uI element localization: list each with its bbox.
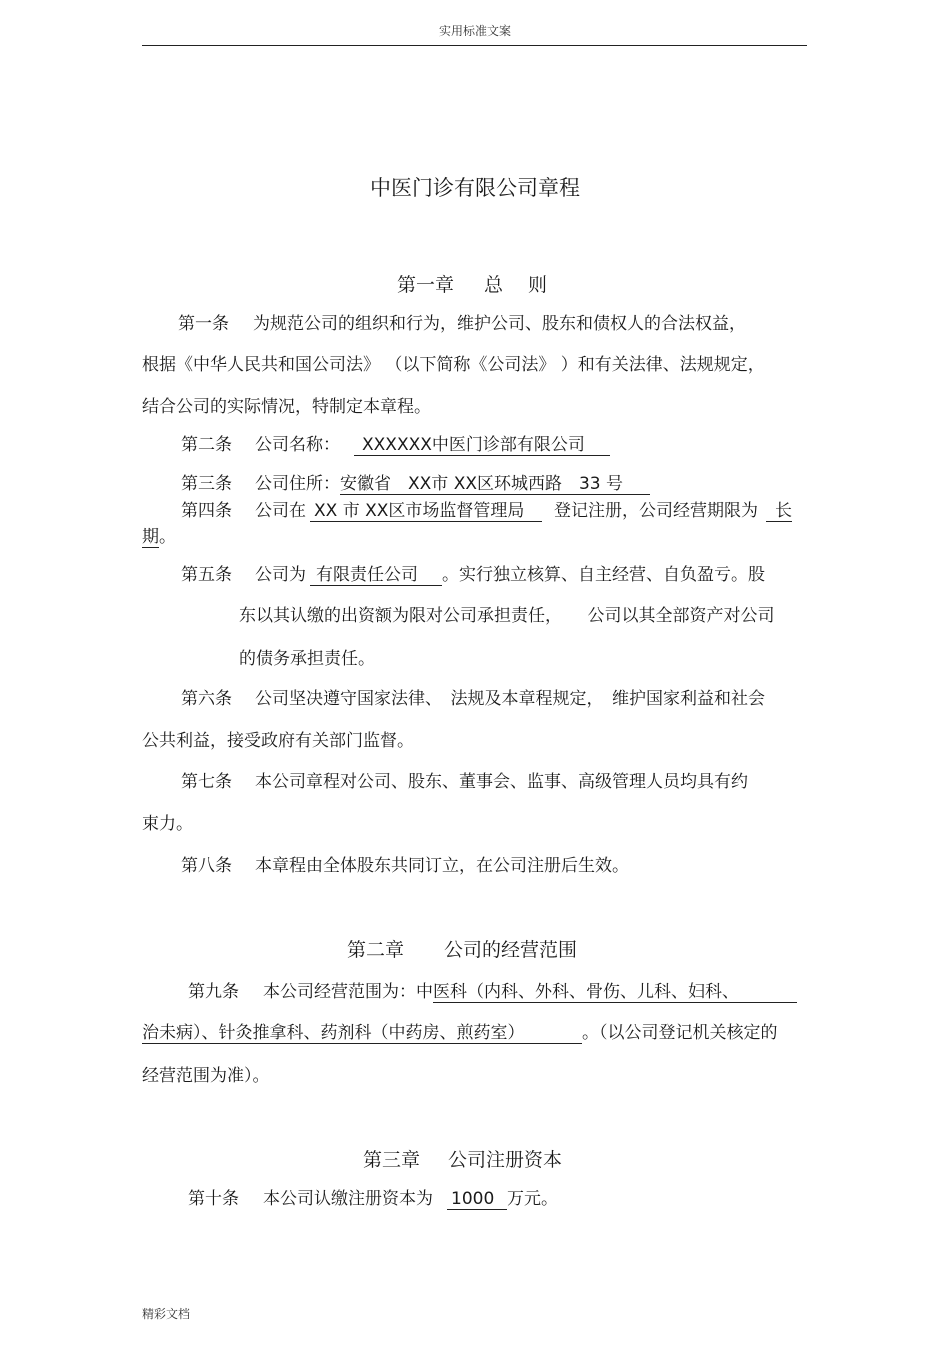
chapter-1-heading <box>397 270 547 297</box>
article-4-end: 。 <box>159 527 176 547</box>
article-6-line-1 <box>181 688 765 710</box>
article-10-prefix: 本公司认缴注册资本为 <box>263 1189 433 1209</box>
business-scope-field-line-2: 治未病）、针灸推拿科、药剂科（中药房、煎药室） <box>142 1024 582 1044</box>
page-header: 实用标准文案 <box>438 24 511 38</box>
operating-term-field-a: 长 <box>766 502 792 522</box>
article-2 <box>181 434 610 456</box>
chapter-1-title-b: 则 <box>528 274 548 296</box>
article-4-prefix: 公司在 <box>255 501 306 521</box>
article-10-label: 第十条 <box>188 1189 239 1209</box>
article-8-label: 第八条 <box>181 856 232 876</box>
article-9-line-3: 经营范围为准）。 <box>142 1066 270 1086</box>
registration-authority-field: XX 市 XX区市场监督管理局 <box>310 502 542 522</box>
article-10 <box>188 1188 558 1210</box>
article-7-text-1: 本公司章程对公司、股东、董事会、监事、高级管理人员均具有约 <box>255 772 748 792</box>
article-1-line-2: 根据《中华人民共和国公司法》 （以下简称《公司法》 ）和有关法律、法规规定， <box>142 355 765 375</box>
article-9-text-2: 。（以公司登记机关核定的 <box>582 1023 778 1043</box>
article-2-prefix: 公司名称： <box>255 435 340 455</box>
article-7-line-1 <box>181 771 748 793</box>
article-1-text-1: 为规范公司的组织和行为，维护公司、股东和债权人的合法权益， <box>253 314 746 334</box>
chapter-1-title-a: 总 <box>484 274 504 296</box>
article-4-line-1 <box>181 500 792 522</box>
company-address-field: 安徽省 XX市 XX区环城西路 33 号 <box>340 475 650 495</box>
article-7-label: 第七条 <box>181 772 232 792</box>
article-5-prefix: 公司为 <box>255 565 306 585</box>
article-5-line-3: 的债务承担责任。 <box>239 649 375 669</box>
article-9-line-1 <box>188 981 797 1003</box>
article-8 <box>181 855 629 877</box>
chapter-2-title: 公司的经营范围 <box>444 939 578 961</box>
article-1-line-3: 结合公司的实际情况，特制定本章程。 <box>142 397 431 417</box>
article-6-line-2: 公共利益，接受政府有关部门监督。 <box>142 731 414 751</box>
article-10-suffix: 万元。 <box>507 1189 558 1209</box>
article-5-line-2: 东以其认缴的出资额为限对公司承担责任， 公司以其全部资产对公司 <box>239 606 775 626</box>
article-5-label: 第五条 <box>181 565 232 585</box>
article-5-line-1 <box>181 564 765 586</box>
article-9-line-2 <box>142 1022 778 1044</box>
article-2-label: 第二条 <box>181 435 232 455</box>
chapter-2-heading <box>347 935 577 962</box>
article-5-text-1: 。实行独立核算、自主经营、自负盈亏。股 <box>442 565 765 585</box>
chapter-1-number: 第一章 <box>397 274 455 296</box>
page-footer: 精彩文档 <box>142 1307 191 1321</box>
article-6-text-1: 公司坚决遵守国家法律、 法规及本章程规定， 维护国家利益和社会 <box>255 689 765 709</box>
chapter-3-heading <box>363 1145 562 1172</box>
article-7-line-2: 束力。 <box>142 814 193 834</box>
chapter-3-title: 公司注册资本 <box>448 1149 563 1171</box>
article-4-line-2 <box>142 526 176 548</box>
article-9-prefix: 本公司经营范围为：中 <box>263 982 433 1002</box>
article-6-label: 第六条 <box>181 689 232 709</box>
company-type-field: 有限责任公司 <box>310 566 442 586</box>
company-name-field: XXXXXX中医门诊部有限公司 <box>354 436 610 456</box>
chapter-2-number: 第二章 <box>347 939 405 961</box>
operating-term-field-b: 期 <box>142 527 159 547</box>
article-4-middle: 登记注册，公司经营期限为 <box>554 501 758 521</box>
article-8-text: 本章程由全体股东共同订立，在公司注册后生效。 <box>255 856 629 876</box>
article-3-prefix: 公司住所： <box>255 474 340 494</box>
article-9-label: 第九条 <box>188 982 239 1002</box>
registered-capital-field: 1000 <box>447 1190 507 1210</box>
article-1-label: 第一条 <box>178 314 229 334</box>
chapter-3-number: 第三章 <box>363 1149 421 1171</box>
article-3 <box>181 473 650 495</box>
article-3-label: 第三条 <box>181 474 232 494</box>
article-4-label: 第四条 <box>181 501 232 521</box>
document-title: 中医门诊有限公司章程 <box>370 176 580 200</box>
header-rule <box>142 45 807 46</box>
article-1-line-1 <box>178 313 746 335</box>
business-scope-field-line-1: 医科（内科、外科、骨伤、儿科、妇科、 <box>433 983 797 1003</box>
